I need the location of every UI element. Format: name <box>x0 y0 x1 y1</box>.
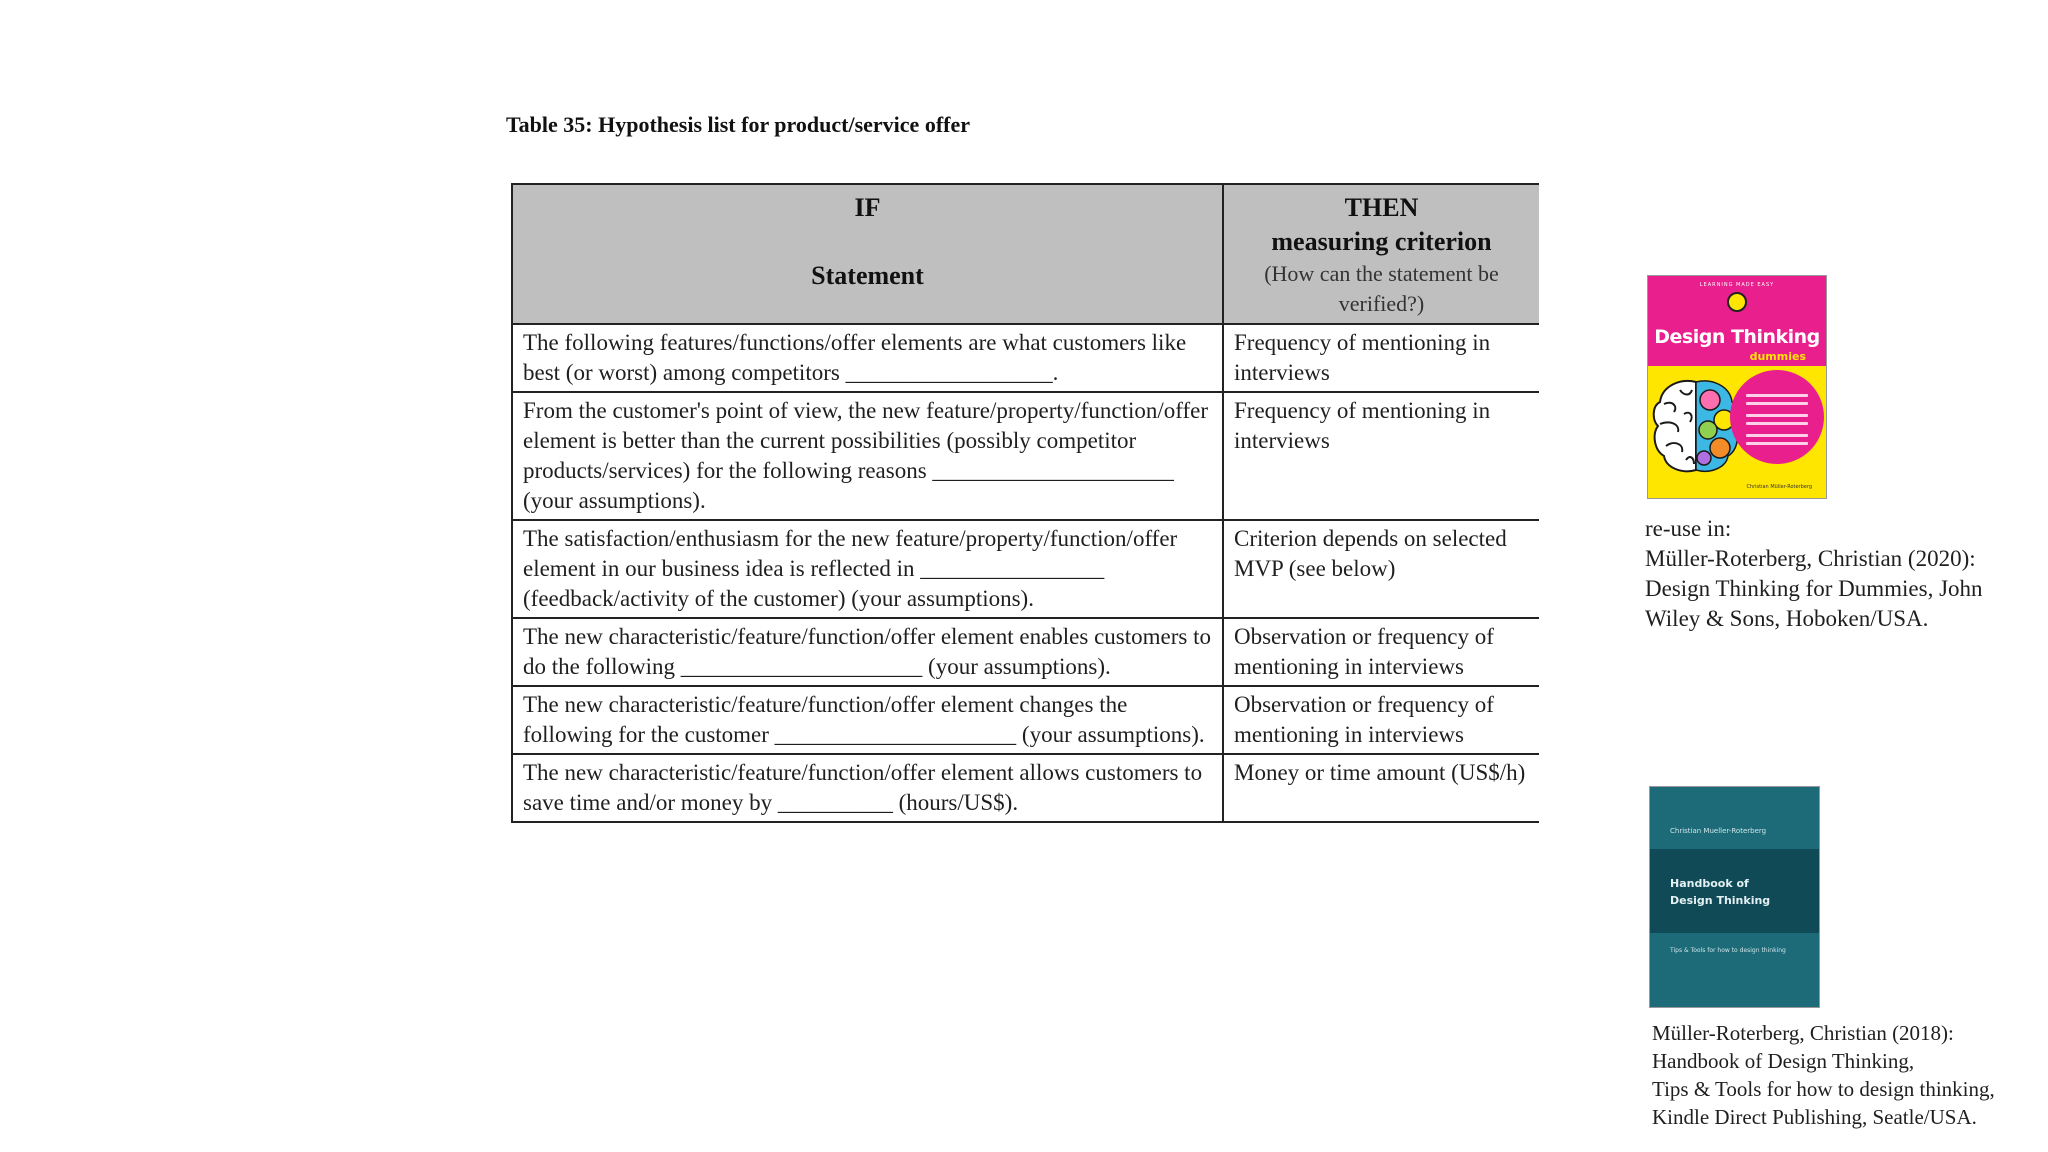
reference-line: Handbook of Design Thinking, <box>1652 1049 1915 1073</box>
cover-subtitle: Tips & Tools for how to design thinking <box>1670 947 1786 954</box>
reference-line: re-use in: <box>1645 516 1732 541</box>
measuring-criterion-heading: measuring criterion <box>1271 227 1492 256</box>
table-row <box>512 754 1539 822</box>
reference-handbook <box>1652 1019 1995 1131</box>
reference-line: Müller-Roterberg, Christian (2018): <box>1652 1021 1954 1045</box>
statement-cell: The new characteristic/feature/function/offer element enables customers to do the following _____________________ (your assumptions). <box>512 618 1223 686</box>
table-row <box>512 618 1539 686</box>
criterion-cell: Frequency of mentioning in interviews <box>1223 324 1539 392</box>
table-row <box>512 392 1539 520</box>
reference-line: Wiley & Sons, Hoboken/USA. <box>1645 606 1929 631</box>
cover-highlights-circle <box>1730 370 1824 464</box>
criterion-cell: Observation or frequency of mentioning in interviews <box>1223 686 1539 754</box>
statement-cell: The new characteristic/feature/function/offer element allows customers to save time and/or money by __________ (hours/US$). <box>512 754 1223 822</box>
cover-title <box>1670 875 1770 909</box>
table-row <box>512 520 1539 618</box>
criterion-cell: Money or time amount (US$/h) <box>1223 754 1539 822</box>
reference-line: Tips & Tools for how to design thinking, <box>1652 1077 1995 1101</box>
criterion-note: (How can the statement be verified?) <box>1264 261 1499 316</box>
criterion-cell: Frequency of mentioning in interviews <box>1223 392 1539 520</box>
then-heading: THEN <box>1344 193 1419 222</box>
dummies-logo-icon <box>1727 292 1747 312</box>
table-row <box>512 686 1539 754</box>
cover-brand: dummies <box>1749 350 1806 363</box>
reference-line: Müller-Roterberg, Christian (2020): <box>1645 546 1976 571</box>
brain-illustration-icon <box>1650 374 1742 478</box>
design-thinking-dummies-cover <box>1648 276 1826 498</box>
handbook-design-thinking-cover <box>1650 787 1819 1007</box>
cover-author: Christian Müller-Roterberg <box>1746 484 1812 490</box>
cover-title: Design Thinking <box>1654 326 1820 348</box>
statement-cell: The satisfaction/enthusiasm for the new feature/property/function/offer element in our business idea is reflected in ________________ (feedback/activity of the customer) (your assumptions). <box>512 520 1223 618</box>
criterion-cell: Criterion depends on selected MVP (see below) <box>1223 520 1539 618</box>
if-heading: IF <box>854 193 881 222</box>
statement-heading: Statement <box>811 261 924 290</box>
cover-title-line: Design Thinking <box>1670 894 1771 907</box>
table-row <box>512 324 1539 392</box>
hypothesis-table <box>511 183 1539 823</box>
reference-dummies <box>1645 514 1983 634</box>
table-caption: Table 35: Hypothesis list for product/service offer <box>506 112 970 137</box>
if-column-header <box>512 184 1223 324</box>
cover-top-text: LEARNING MADE EASY <box>1699 282 1775 288</box>
criterion-cell: Observation or frequency of mentioning in interviews <box>1223 618 1539 686</box>
statement-cell: The new characteristic/feature/function/offer element changes the following for the customer _____________________ (your assumptions). <box>512 686 1223 754</box>
statement-cell: From the customer's point of view, the new feature/property/function/offer element is better than the current possibilities (possibly competitor products/services) for the following reasons _____________________ (your assumptions). <box>512 392 1223 520</box>
statement-cell: The following features/functions/offer elements are what customers like best (or worst) among competitors __________________. <box>512 324 1223 392</box>
cover-title-line: Handbook of <box>1670 877 1749 890</box>
reference-line: Design Thinking for Dummies, John <box>1645 576 1983 601</box>
table-header-row <box>512 184 1539 324</box>
reference-line: Kindle Direct Publishing, Seatle/USA. <box>1652 1105 1977 1129</box>
then-column-header <box>1223 184 1539 324</box>
cover-author: Christian Mueller-Roterberg <box>1670 827 1767 835</box>
